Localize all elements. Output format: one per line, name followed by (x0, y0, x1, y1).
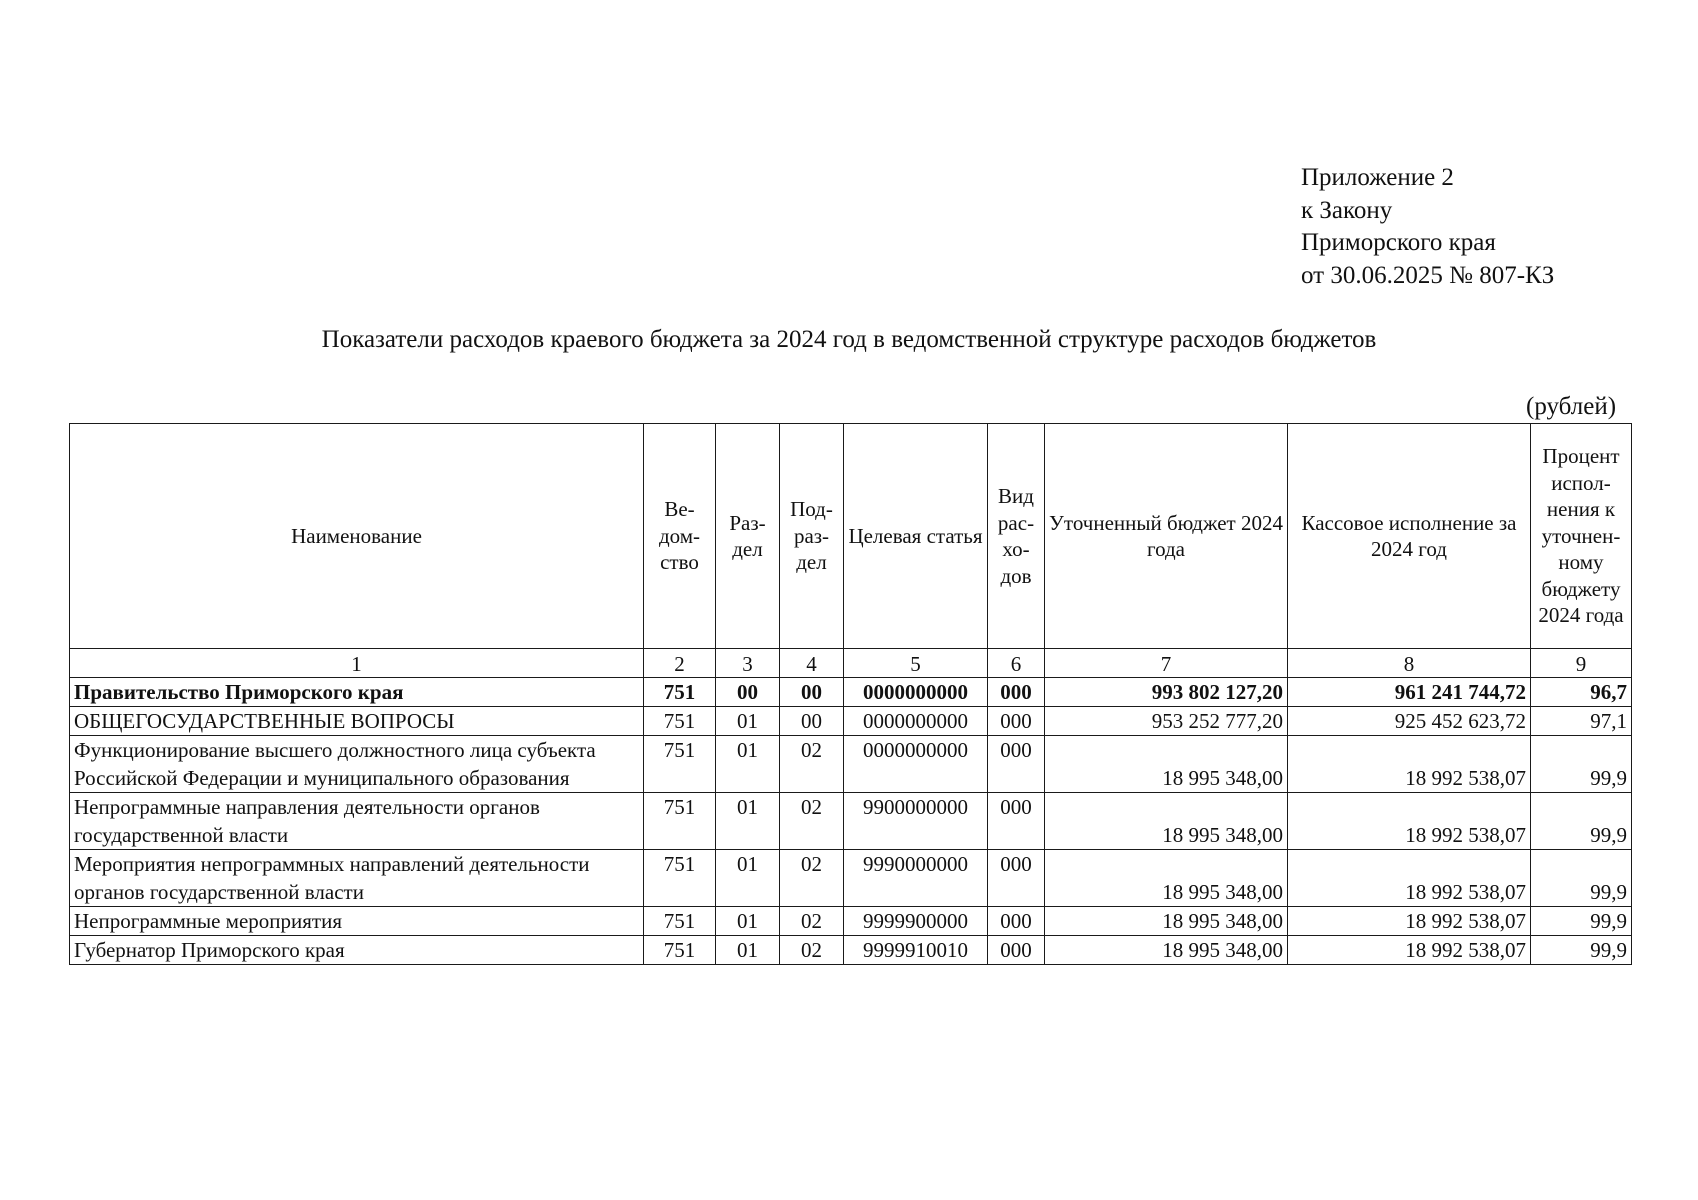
table-row (70, 736, 1632, 793)
cell-kassa: 18 992 538,07 (1288, 936, 1531, 965)
table-row (70, 936, 1632, 965)
cell-celevaya: 0000000000 (844, 707, 988, 736)
cell-ved: 751 (644, 850, 716, 907)
cell-utochn: 18 995 348,00 (1045, 936, 1288, 965)
cell-celevaya: 9999900000 (844, 907, 988, 936)
appendix-line: от 30.06.2025 № 807-КЗ (1301, 261, 1555, 289)
header-label: Уточненный бюджет 2024 года (1049, 510, 1283, 561)
cell-razdel: 01 (716, 936, 780, 965)
cell-utochn: 18 995 348,00 (1045, 907, 1288, 936)
cell-vid: 000 (988, 907, 1045, 936)
cell-celevaya: 9900000000 (844, 793, 988, 850)
cell-percent: 97,1 (1531, 707, 1632, 736)
cell-percent: 99,9 (1531, 736, 1632, 793)
column-number: 1 (70, 649, 644, 678)
cell-ved: 751 (644, 793, 716, 850)
column-number: 5 (844, 649, 988, 678)
cell-kassa: 961 241 744,72 (1288, 678, 1531, 707)
cell-name: Функционирование высшего должностного лица субъекта Российской Федерации и муниципального образования (70, 736, 644, 793)
header-percent (1531, 424, 1632, 649)
cell-razdel: 01 (716, 793, 780, 850)
cell-percent: 99,9 (1531, 936, 1632, 965)
cell-razdel: 00 (716, 678, 780, 707)
appendix-line: к Закону (1301, 196, 1393, 224)
cell-ved: 751 (644, 678, 716, 707)
header-ved (644, 424, 716, 649)
cell-kassa: 18 992 538,07 (1288, 793, 1531, 850)
appendix-reference (1301, 162, 1554, 292)
header-label: Раз-дел (729, 510, 766, 561)
table-row (70, 707, 1632, 736)
column-number: 6 (988, 649, 1045, 678)
cell-kassa: 18 992 538,07 (1288, 850, 1531, 907)
cell-kassa: 18 992 538,07 (1288, 907, 1531, 936)
header-label: Наименование (291, 523, 422, 548)
cell-celevaya: 9990000000 (844, 850, 988, 907)
cell-celevaya: 9999910010 (844, 936, 988, 965)
column-number-row (70, 649, 1632, 678)
cell-name: Непрограммные направления деятельности органов государственной власти (70, 793, 644, 850)
table-row (70, 850, 1632, 907)
cell-percent: 99,9 (1531, 850, 1632, 907)
cell-vid: 000 (988, 707, 1045, 736)
header-name (70, 424, 644, 649)
cell-podrazdel: 02 (780, 736, 844, 793)
column-number: 7 (1045, 649, 1288, 678)
column-number: 8 (1288, 649, 1531, 678)
header-celevaya (844, 424, 988, 649)
cell-percent: 99,9 (1531, 907, 1632, 936)
cell-utochn: 18 995 348,00 (1045, 736, 1288, 793)
table-row (70, 678, 1632, 707)
document-title: Показатели расходов краевого бюджета за 2024 год в ведомственной структуре расходов бюджетов (321, 326, 1377, 353)
cell-kassa: 925 452 623,72 (1288, 707, 1531, 736)
cell-podrazdel: 02 (780, 907, 844, 936)
cell-ved: 751 (644, 707, 716, 736)
cell-name: Губернатор Приморского края (70, 936, 644, 965)
cell-name: ОБЩЕГОСУДАРСТВЕННЫЕ ВОПРОСЫ (70, 707, 644, 736)
cell-ved: 751 (644, 736, 716, 793)
cell-podrazdel: 02 (780, 793, 844, 850)
cell-name: Непрограммные мероприятия (70, 907, 644, 936)
column-number: 4 (780, 649, 844, 678)
cell-vid: 000 (988, 736, 1045, 793)
cell-podrazdel: 00 (780, 707, 844, 736)
cell-vid: 000 (988, 936, 1045, 965)
cell-name: Правительство Приморского края (70, 678, 644, 707)
cell-celevaya: 0000000000 (844, 736, 988, 793)
cell-name: Мероприятия непрограммных направлений деятельности органов государственной власти (70, 850, 644, 907)
header-utochn (1045, 424, 1288, 649)
cell-kassa: 18 992 538,07 (1288, 736, 1531, 793)
header-label: Кассовое исполнение за 2024 год (1301, 510, 1517, 561)
appendix-line: Приложение 2 (1301, 164, 1454, 191)
budget-table (69, 423, 1632, 965)
header-podrazdel (780, 424, 844, 649)
cell-percent: 99,9 (1531, 793, 1632, 850)
header-row (70, 424, 1632, 649)
cell-utochn: 953 252 777,20 (1045, 707, 1288, 736)
cell-razdel: 01 (716, 907, 780, 936)
cell-podrazdel: 00 (780, 678, 844, 707)
column-number: 2 (644, 649, 716, 678)
cell-percent: 96,7 (1531, 678, 1632, 707)
cell-ved: 751 (644, 936, 716, 965)
cell-razdel: 01 (716, 736, 780, 793)
table-row (70, 907, 1632, 936)
header-razdel (716, 424, 780, 649)
units-label: (рублей) (1526, 393, 1617, 420)
cell-vid: 000 (988, 793, 1045, 850)
header-vid (988, 424, 1045, 649)
cell-vid: 000 (988, 678, 1045, 707)
header-kassa (1288, 424, 1531, 649)
cell-razdel: 01 (716, 707, 780, 736)
header-label: Целевая статья (848, 523, 983, 548)
cell-razdel: 01 (716, 850, 780, 907)
header-label: Под-раз-дел (790, 497, 833, 575)
cell-celevaya: 0000000000 (844, 678, 988, 707)
header-label: Ве-дом-ство (658, 497, 701, 575)
cell-utochn: 18 995 348,00 (1045, 793, 1288, 850)
cell-utochn: 993 802 127,20 (1045, 678, 1288, 707)
cell-vid: 000 (988, 850, 1045, 907)
budget-table-body (70, 649, 1632, 965)
column-number: 9 (1531, 649, 1632, 678)
header-label: Вид рас-хо-дов (997, 484, 1035, 588)
cell-ved: 751 (644, 907, 716, 936)
appendix-line: Приморского края (1301, 229, 1496, 256)
column-number: 3 (716, 649, 780, 678)
cell-utochn: 18 995 348,00 (1045, 850, 1288, 907)
cell-podrazdel: 02 (780, 936, 844, 965)
header-label: Процент испол-нения к уточнен-ному бюджету 2024 года (1538, 444, 1624, 628)
cell-podrazdel: 02 (780, 850, 844, 907)
table-row (70, 793, 1632, 850)
